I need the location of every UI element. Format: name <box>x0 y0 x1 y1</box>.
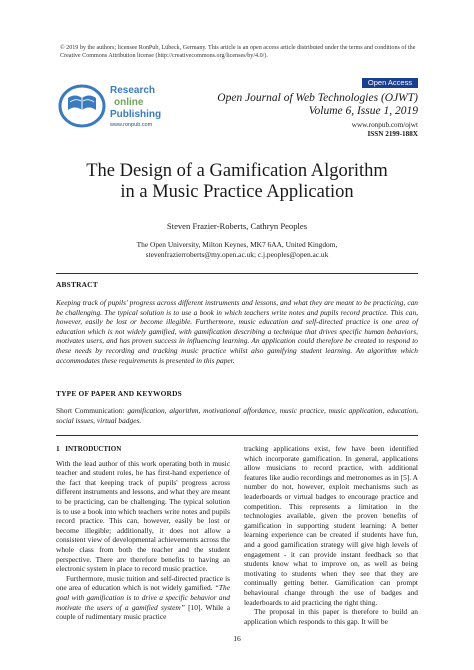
title-line-2: in a Music Practice Application <box>120 182 354 202</box>
journal-url[interactable]: www.ronpub.com/ojwt <box>351 121 418 129</box>
left-column <box>56 444 230 622</box>
logo-word-publishing: Publishing <box>110 109 162 120</box>
logo-website: www.ronpub.com <box>110 122 153 128</box>
section-heading <box>56 444 230 455</box>
intro-paragraph-2 <box>56 574 230 622</box>
journal-issn: ISSN 2199-188X <box>367 130 418 138</box>
divider <box>56 435 418 436</box>
page-number: 16 <box>233 634 241 643</box>
affiliation-line-1: The Open University, Milton Keynes, MK7 6AA, United Kingdom, <box>136 240 338 249</box>
affiliation <box>40 240 434 259</box>
section-title: INTRODUCTION <box>65 445 122 453</box>
logo-word-online: online <box>114 97 144 108</box>
journal-volume: Volume 6, Issue 1, 2019 <box>308 105 418 117</box>
open-access-badge: Open Access <box>362 78 418 88</box>
intro-paragraph-4: The proposal in this paper is therefore to build an application which responds to this gap. It will be <box>244 607 418 626</box>
type-keywords-heading: TYPE OF PAPER AND KEYWORDS <box>56 389 182 398</box>
quote: “The goal with gamification is to drive a specific behavior and motivate the users of a gamified system” <box>56 583 230 612</box>
paper-type: Short Communication: <box>56 406 125 415</box>
copyright-notice: © 2019 by the authors; licensee RonPub, Lübeck, Germany. This article is an open access article distributed under the terms and conditions of the Creative Commons Attribution license (http://creativecommons.org/licenses/by/4.0/). <box>60 45 416 59</box>
journal-name <box>217 92 418 118</box>
keywords: gamification, algorithm, motivational affordance, music practice, music application, education, social issues, virtual badges. <box>56 406 418 425</box>
paper-title <box>40 161 434 203</box>
right-column <box>244 444 418 626</box>
intro-paragraph-1: With the lead author of this work operating both in music teacher and student roles, he has first-hand experience of the fact that keeping track of pupils' progress across different instruments and lessons, and what they are meant to be practicing, can be challenging. The typical solution is to use a book into which teachers write notes and pupils record practice. This can, however, easily be lost or become illegible; additionally, it does not allow a consistent view of developmental achievements across the whole class from both the teacher and the student perspective. There are therefore benefits to having an electronic system in place to record music practice. <box>56 458 230 574</box>
section-number: 1 <box>56 444 60 453</box>
intro-paragraph-3: tracking applications exist, few have been identified which incorporate gamification. In general, applications allow musicians to record practice, with additional features like audio recordings and metronomes as in [5]. A number do not, however, exploit mechanisms such as leaderboards or virtual badges to encourage practice and competition. This represents a limitation in the technologies available, given the proven benefits of gamification in supporting student learning: A better learning experience can be created if students have fun, and a good gamification strategy will give high levels of engagement - it can provide instant feedback so that students know what to improve on, as well as being motivating to students when they see that they are continually getting better. Gamification can prompt behavioural change through the use of badges and leaderboards to aid practicing the right thing. <box>244 444 418 607</box>
paragraph-text: Furthermore, music tuition and self-directed practice is one area of education which is not widely gamified. <box>56 573 230 593</box>
paragraph-text: [10]. While a couple of rudimentary music practice <box>56 602 230 622</box>
type-keywords <box>56 406 418 425</box>
abstract-heading: ABSTRACT <box>56 280 98 289</box>
journal-title: Open Journal of Web Technologies (OJWT) <box>217 92 418 104</box>
ronpub-logo <box>58 80 178 132</box>
affiliation-emails: stevenfrazierroberts@my.open.ac.uk; c.j.peoples@open.ac.uk <box>145 249 329 259</box>
authors: Steven Frazier-Roberts, Cathryn Peoples <box>166 221 308 231</box>
abstract-text: Keeping track of pupils' progress across different instruments and lessons, and what they are meant to be practicing, can be challenging. The typical solution is to use a book in which teachers write notes and pupils record practice. This can, however, easily be lost or become illegible. Furthermore, music education and self-directed practice is one area of education which is not widely gamified, with gamification describing a technique that drives specific human behaviors, motivates users, and has proven success in influencing learning. An application could therefore be created to respond to these needs by recording and tracking music practice whilst also gamifying student learning. An algorithm which accommodates these requirements is presented in this paper. <box>56 298 418 365</box>
divider <box>56 273 418 274</box>
logo-word-research: Research <box>110 85 156 96</box>
title-line-1: The Design of a Gamification Algorithm <box>86 161 388 181</box>
